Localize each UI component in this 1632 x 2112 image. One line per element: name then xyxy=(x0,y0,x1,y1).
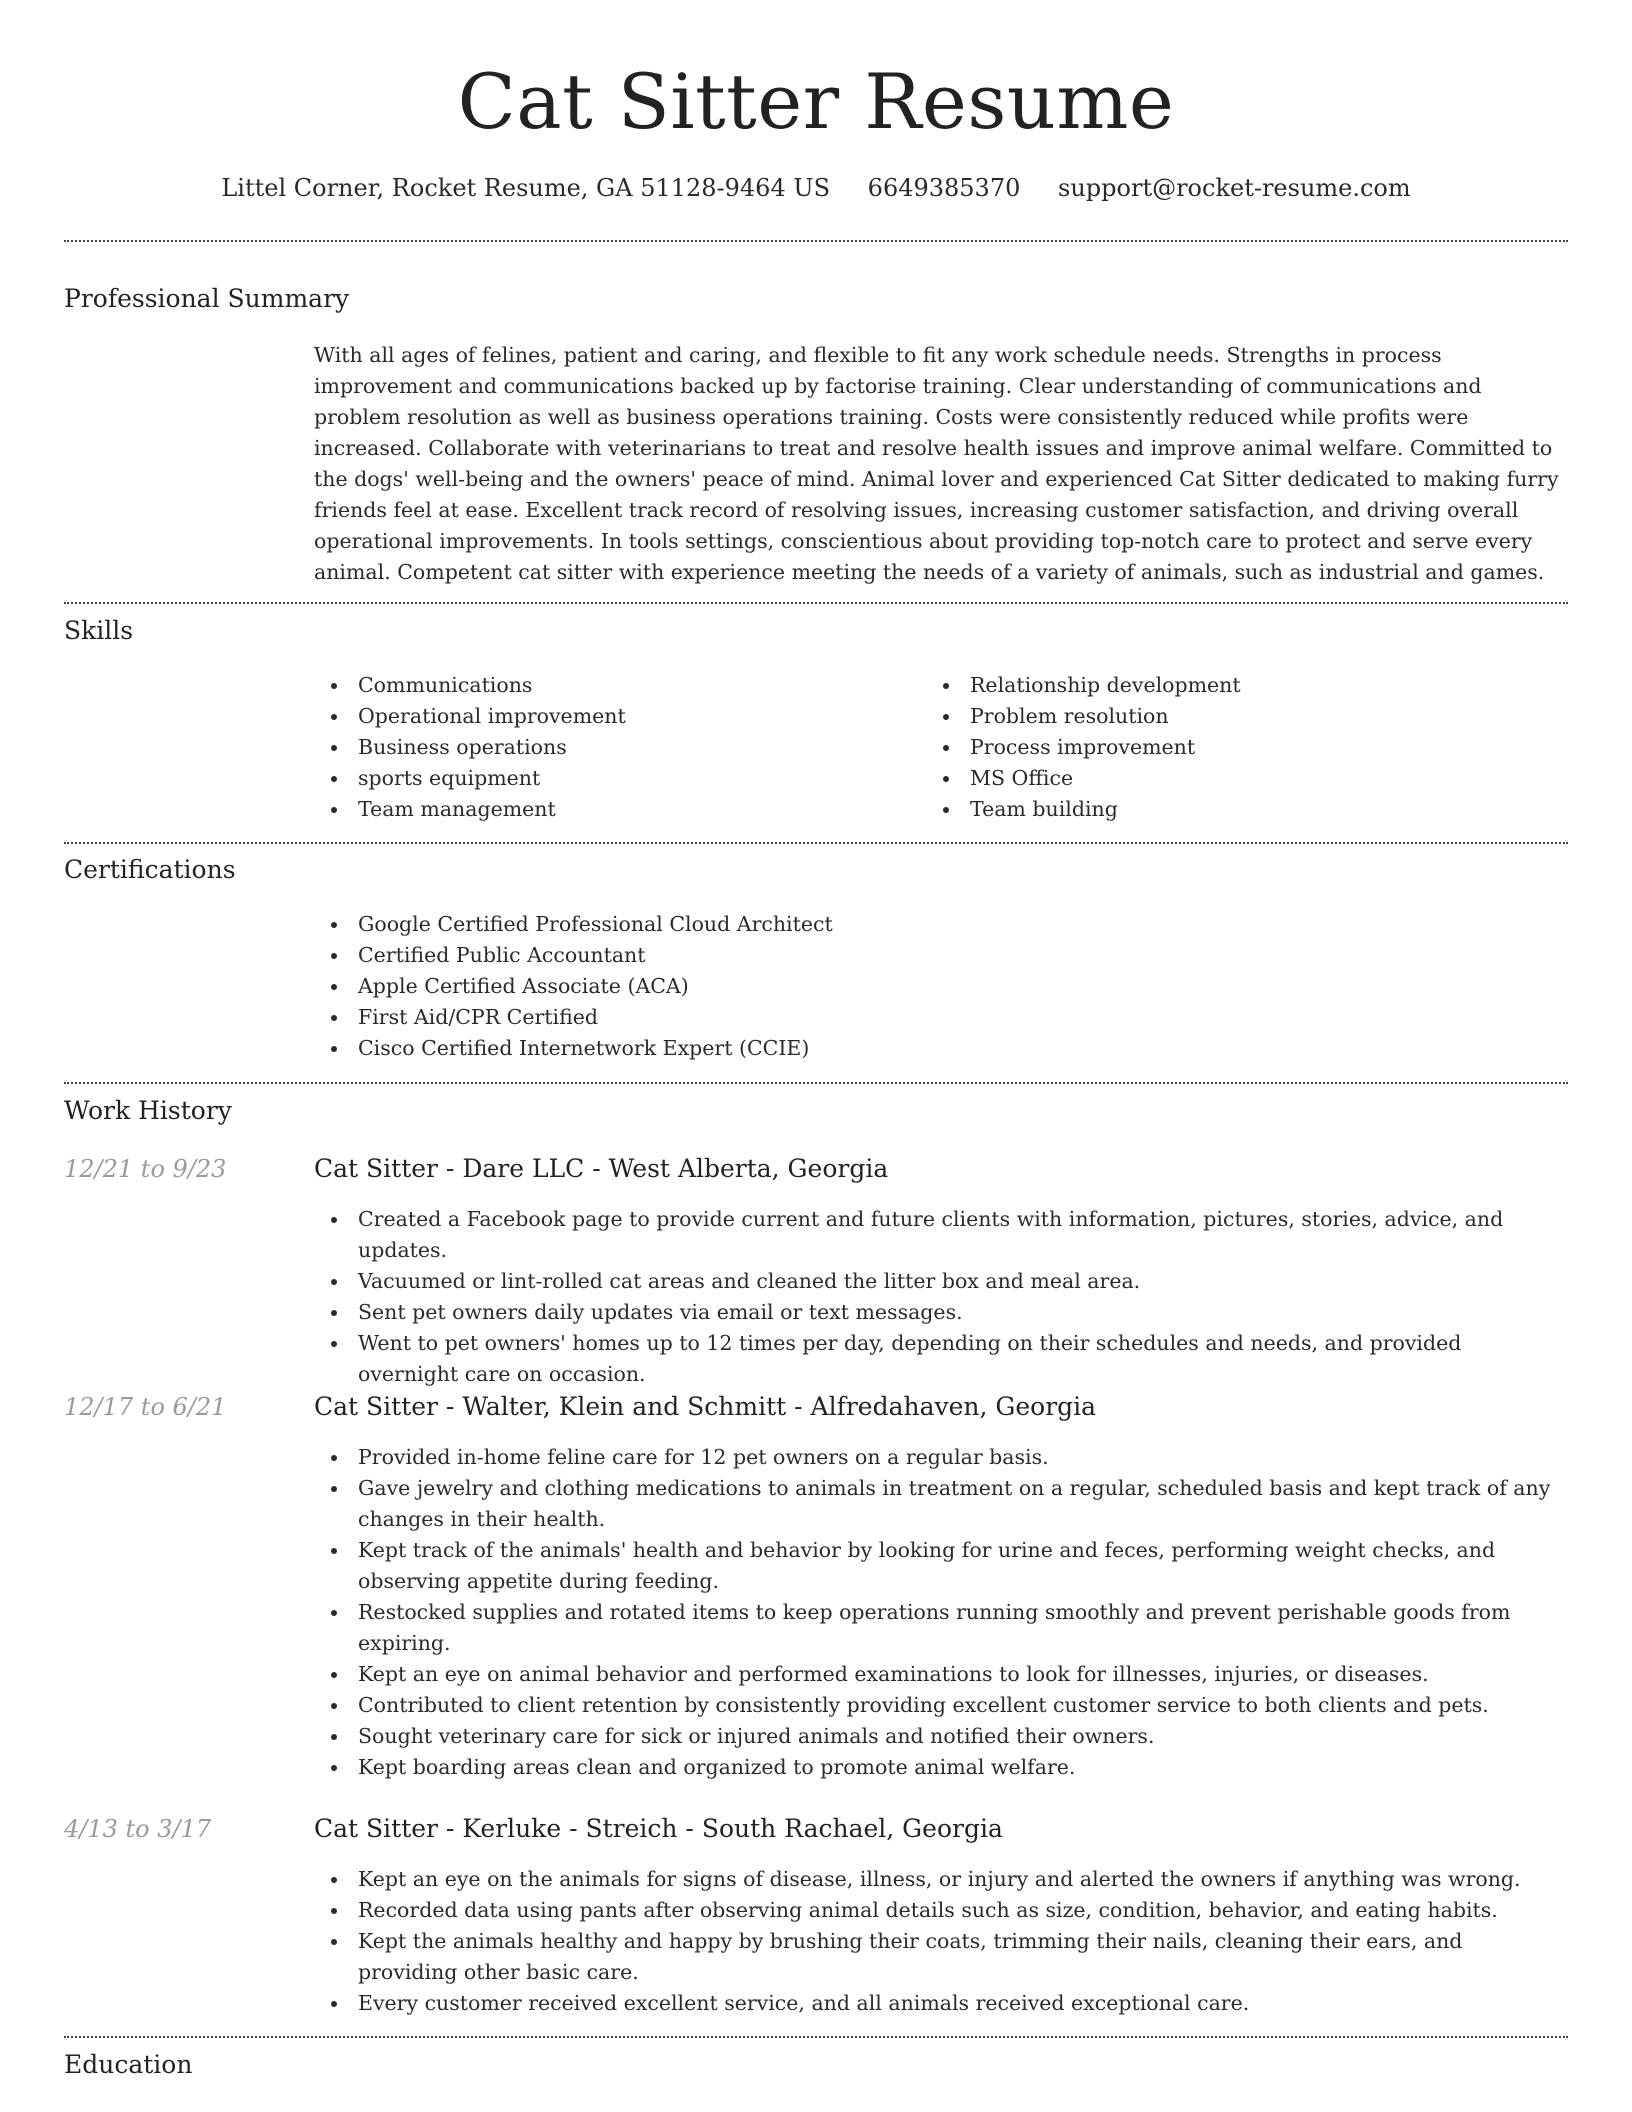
divider xyxy=(64,1082,1568,1084)
list-item: Problem resolution xyxy=(926,701,1526,732)
list-item: Kept the animals healthy and happy by brushing their coats, trimming their nails, cleaning their ears, and providing other basic care. xyxy=(314,1926,1568,1988)
divider xyxy=(64,602,1568,604)
job-dates: 4/13 to 3/17 xyxy=(64,1815,212,1843)
divider xyxy=(64,240,1568,242)
list-item: Team building xyxy=(926,794,1526,825)
skills-list-left xyxy=(314,670,914,825)
list-item: Apple Certified Associate (ACA) xyxy=(314,971,1568,1002)
list-item: Kept track of the animals' health and behavior by looking for urine and feces, performing weight checks, and observing appetite during feeding. xyxy=(314,1535,1568,1597)
list-item: Every customer received excellent service, and all animals received exceptional care. xyxy=(314,1988,1568,2019)
job-heading: Cat Sitter - Kerluke - Streich - South Rachael, Georgia xyxy=(314,1814,1003,1843)
list-item: Cisco Certified Internetwork Expert (CCIE) xyxy=(314,1033,1568,1064)
list-item: Communications xyxy=(314,670,914,701)
divider xyxy=(64,2036,1568,2038)
list-item: Kept an eye on the animals for signs of disease, illness, or injury and alerted the owners if anything was wrong. xyxy=(314,1864,1568,1895)
resume-title: Cat Sitter Resume xyxy=(457,57,1175,146)
list-item: Sent pet owners daily updates via email or text messages. xyxy=(314,1297,1568,1328)
section-title-certifications: Certifications xyxy=(64,855,236,884)
skills-list-right xyxy=(926,670,1526,825)
list-item: Gave jewelry and clothing medications to animals in treatment on a regular, scheduled basis and kept track of any changes in their health. xyxy=(314,1473,1568,1535)
job-heading: Cat Sitter - Walter, Klein and Schmitt - Alfredahaven, Georgia xyxy=(314,1392,1097,1421)
contact-email: support@rocket-resume.com xyxy=(1058,174,1411,202)
section-title-education: Education xyxy=(64,2050,193,2079)
list-item: Kept an eye on animal behavior and performed examinations to look for illnesses, injuries, or diseases. xyxy=(314,1659,1568,1690)
job-dates: 12/21 to 9/23 xyxy=(64,1155,227,1183)
list-item: Contributed to client retention by consistently providing excellent customer service to both clients and pets. xyxy=(314,1690,1568,1721)
job-bullets xyxy=(314,1204,1568,1390)
summary-text: With all ages of felines, patient and caring, and flexible to fit any work schedule needs. Strengths in process improvement and communications backed up by factorise training. Clear understanding of communications and problem resolution as well as business operations training. Costs were consistently reduced while profits were increased. Collaborate with veterinarians to treat and resolve health issues and improve animal welfare. Committed to the dogs' well-being and the owners' peace of mind. Animal lover and experienced Cat Sitter dedicated to making furry friends feel at ease. Excellent track record of resolving issues, increasing customer satisfaction, and driving overall operational improvements. In tools settings, conscientious about providing top-notch care to protect and serve every animal. Competent cat sitter with experience meeting the needs of a variety of animals, such as industrial and games. xyxy=(314,343,1559,584)
list-item: Certified Public Accountant xyxy=(314,940,1568,971)
job-bullets xyxy=(314,1442,1568,1783)
list-item: Restocked supplies and rotated items to keep operations running smoothly and prevent perishable goods from expiring. xyxy=(314,1597,1568,1659)
list-item: Google Certified Professional Cloud Architect xyxy=(314,909,1568,940)
contact-phone: 6649385370 xyxy=(867,174,1021,202)
list-item: Provided in-home feline care for 12 pet owners on a regular basis. xyxy=(314,1442,1568,1473)
contact-line xyxy=(64,170,1568,206)
job-dates: 12/17 to 6/21 xyxy=(64,1393,227,1421)
section-title-work-history: Work History xyxy=(64,1096,232,1125)
list-item: Relationship development xyxy=(926,670,1526,701)
list-item: Kept boarding areas clean and organized to promote animal welfare. xyxy=(314,1752,1568,1783)
list-item: Recorded data using pants after observing animal details such as size, condition, behavior, and eating habits. xyxy=(314,1895,1568,1926)
job-heading: Cat Sitter - Dare LLC - West Alberta, Georgia xyxy=(314,1154,889,1183)
list-item: Vacuumed or lint-rolled cat areas and cleaned the litter box and meal area. xyxy=(314,1266,1568,1297)
list-item: Went to pet owners' homes up to 12 times per day, depending on their schedules and needs, and provided overnight care on occasion. xyxy=(314,1328,1568,1390)
list-item: Business operations xyxy=(314,732,914,763)
job-bullets xyxy=(314,1864,1568,2019)
divider xyxy=(64,842,1568,844)
list-item: Team management xyxy=(314,794,914,825)
list-item: Process improvement xyxy=(926,732,1526,763)
list-item: Operational improvement xyxy=(314,701,914,732)
section-title-summary: Professional Summary xyxy=(64,284,350,313)
section-title-skills: Skills xyxy=(64,616,134,645)
contact-address: Littel Corner, Rocket Resume, GA 51128-9464 US xyxy=(221,174,831,202)
list-item: Sought veterinary care for sick or injured animals and notified their owners. xyxy=(314,1721,1568,1752)
list-item: Created a Facebook page to provide current and future clients with information, pictures, stories, advice, and updates. xyxy=(314,1204,1568,1266)
list-item: First Aid/CPR Certified xyxy=(314,1002,1568,1033)
certifications-list xyxy=(314,909,1568,1064)
list-item: MS Office xyxy=(926,763,1526,794)
list-item: sports equipment xyxy=(314,763,914,794)
